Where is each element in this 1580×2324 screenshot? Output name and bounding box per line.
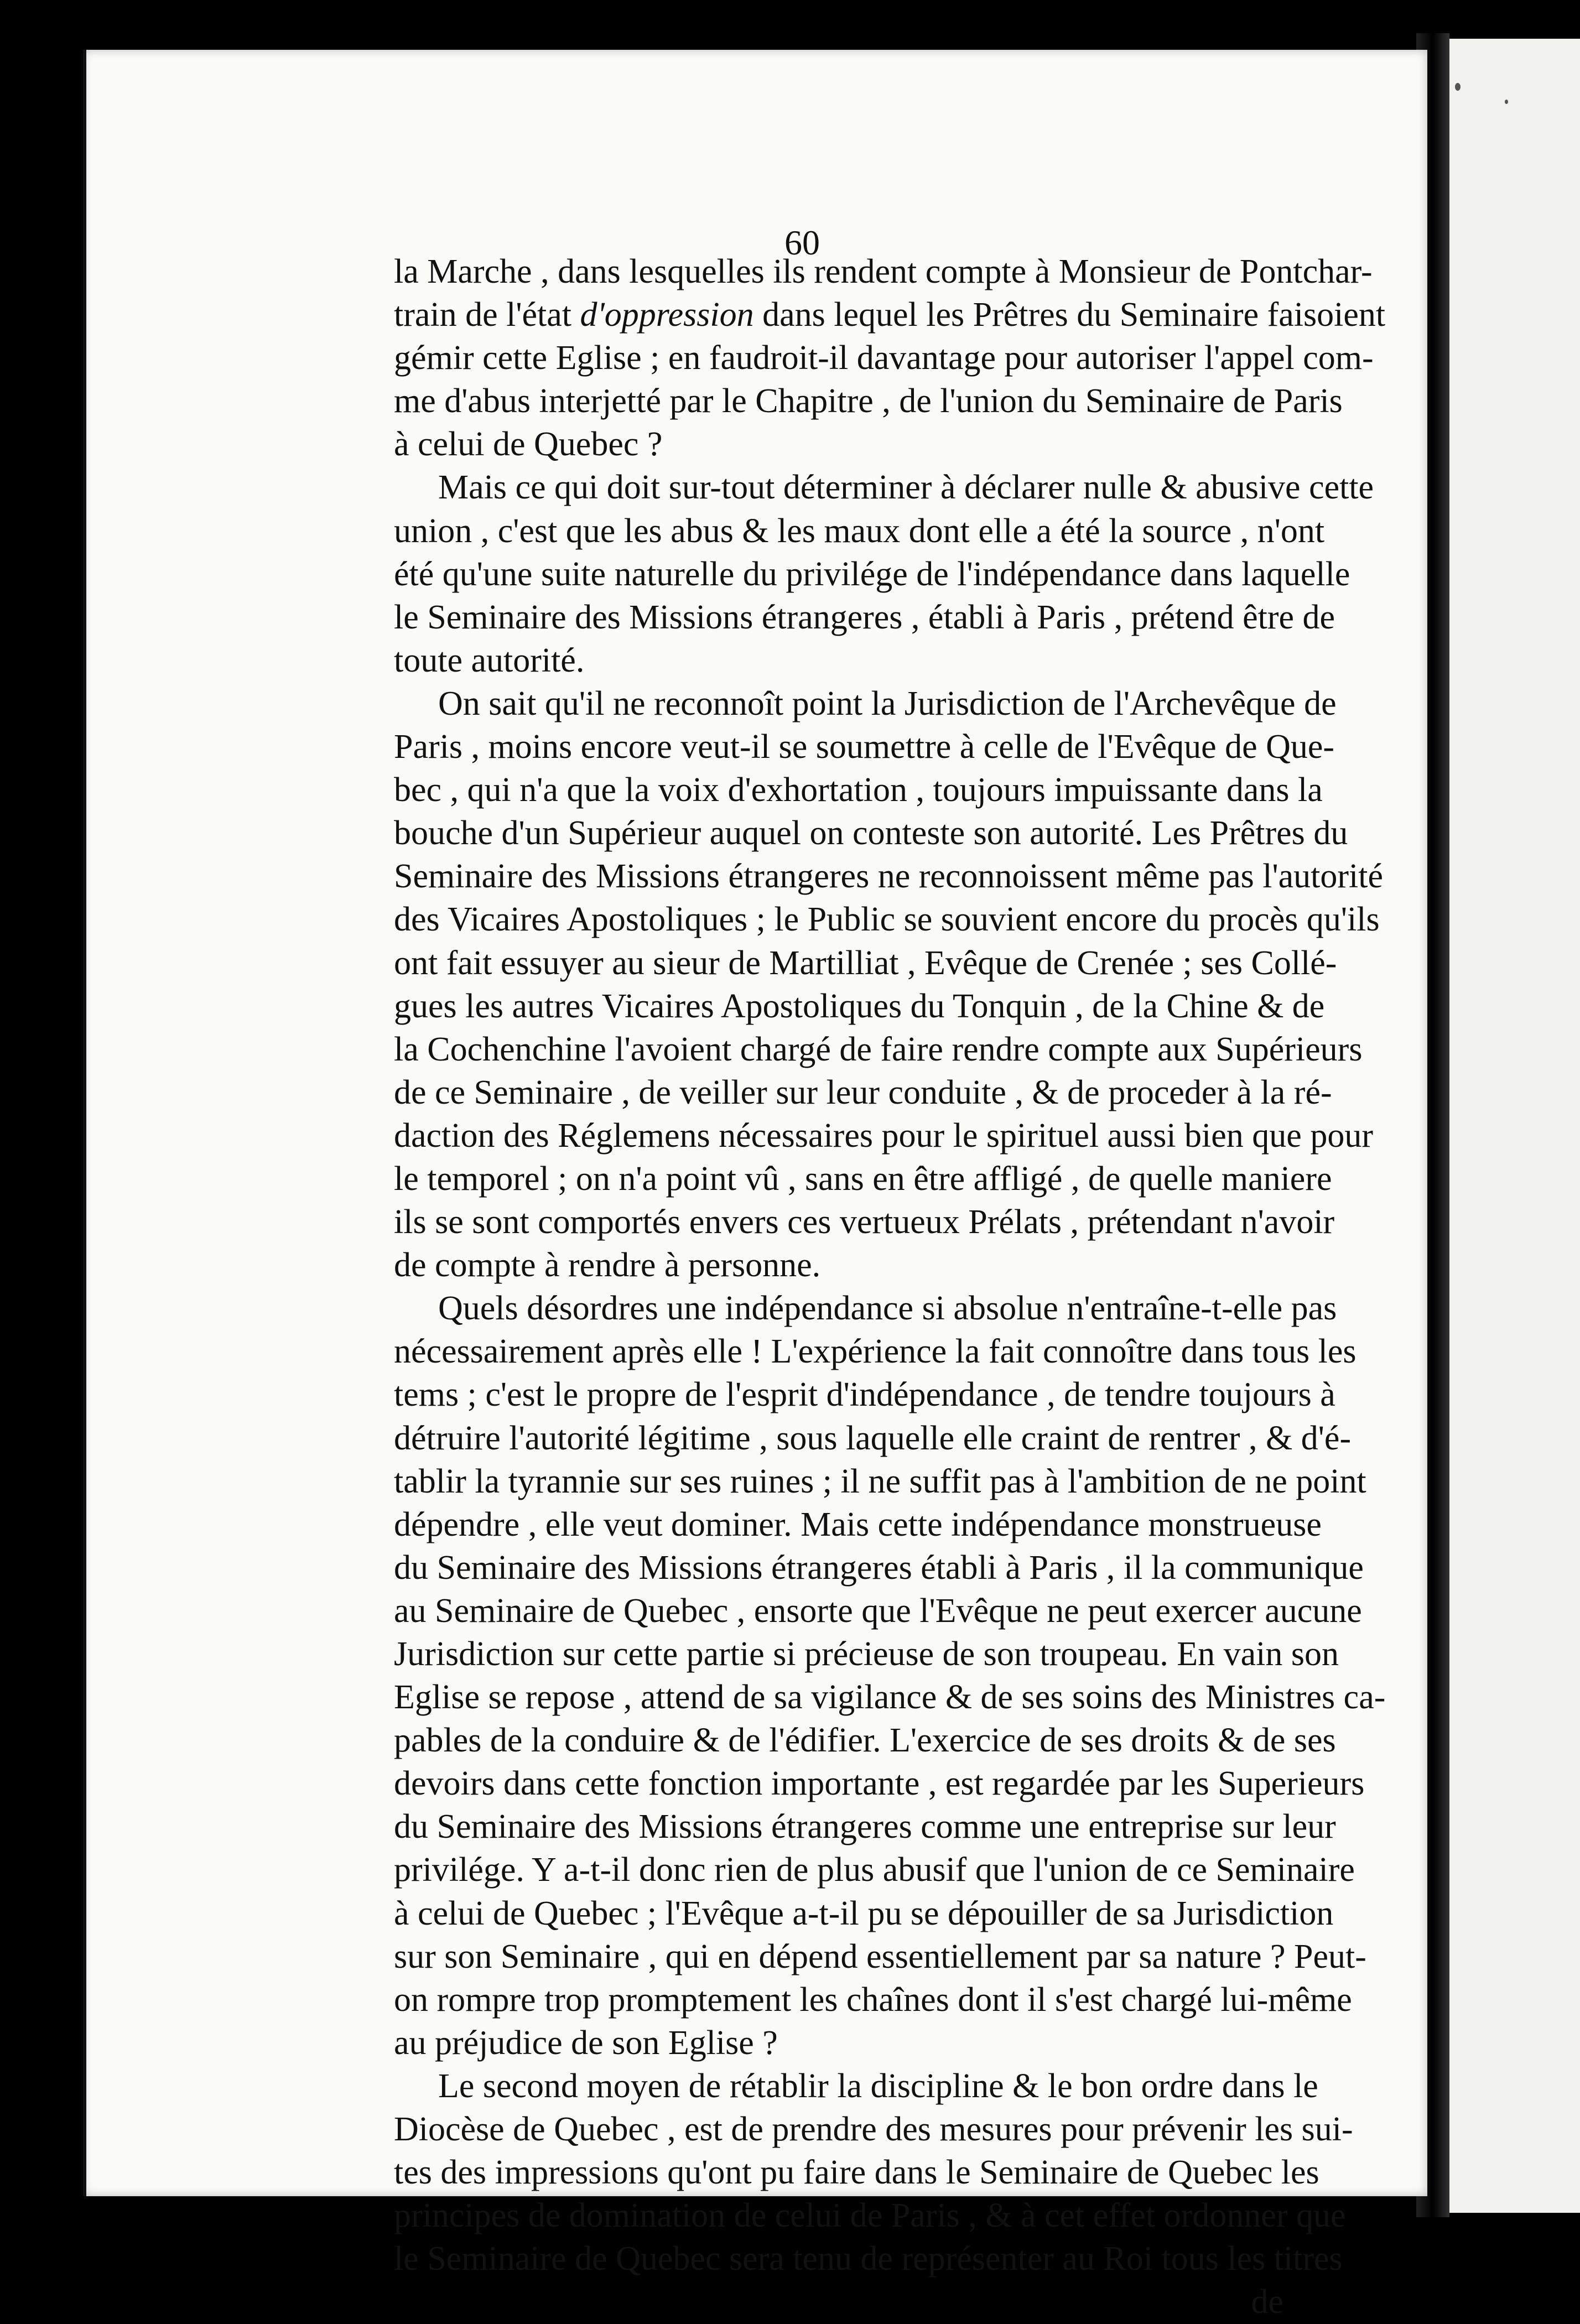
text-line: tablir la tyrannie sur ses ruines ; il ne suffit pas à l'ambition de ne point bbox=[394, 1462, 1366, 1500]
text-line: à celui de Quebec ; l'Evêque a-t-il pu se dépouiller de sa Jurisdiction bbox=[394, 1894, 1334, 1932]
text-line: détruire l'autorité légitime , sous laquelle elle craint de rentrer , & d'é- bbox=[394, 1419, 1352, 1457]
text-line: le temporel ; on n'a point vû , sans en être affligé , de quelle maniere bbox=[394, 1160, 1332, 1198]
text-line: bec , qui n'a que la voix d'exhortation , toujours impuissante dans la bbox=[394, 771, 1323, 809]
text-line: du Seminaire des Missions étrangeres comme une entreprise sur leur bbox=[394, 1808, 1336, 1846]
text-line: à celui de Quebec ? bbox=[394, 425, 663, 464]
text-line: au préjudice de son Eglise ? bbox=[394, 2024, 778, 2062]
scan-speck bbox=[1455, 83, 1461, 91]
text-line: ont fait essuyer au sieur de Martilliat , Evêque de Crenée ; ses Collé- bbox=[394, 944, 1337, 982]
text-line: bouche d'un Supérieur auquel on conteste son autorité. Les Prêtres du bbox=[394, 814, 1348, 852]
text-line: Eglise se repose , attend de sa vigilance & de ses soins des Ministres ca- bbox=[394, 1678, 1386, 1717]
text-segment: dans lequel les Prêtres du Seminaire faisoient bbox=[753, 296, 1386, 334]
page-edge bbox=[83, 50, 86, 2196]
text-line: principes de domination de celui de Paris , & à cet effet ordonner que bbox=[394, 2197, 1346, 2235]
text-line bbox=[394, 293, 1386, 336]
page-number: 60 bbox=[784, 223, 820, 262]
text-line: tes des impressions qu'ont pu faire dans le Seminaire de Quebec les bbox=[394, 2154, 1319, 2192]
text-line: me d'abus interjetté par le Chapitre , de l'union du Seminaire de Paris bbox=[394, 382, 1343, 420]
facing-page-edge bbox=[1438, 39, 1580, 2213]
scan-speck bbox=[1505, 100, 1508, 104]
text-line: gémir cette Eglise ; en faudroit-il davantage pour autoriser l'appel com- bbox=[394, 339, 1374, 377]
text-line: dépendre , elle veut dominer. Mais cette indépendance monstrueuse bbox=[394, 1505, 1322, 1543]
text-line: pables de la conduire & de l'édifier. L'exercice de ses droits & de ses bbox=[394, 1722, 1336, 1760]
text-line: privilége. Y a-t-il donc rien de plus abusif que l'union de ce Seminaire bbox=[394, 1851, 1355, 1889]
text-line: la Marche , dans lesquelles ils rendent compte à Monsieur de Pontchar- bbox=[394, 253, 1373, 290]
text-line: sur son Seminaire , qui en dépend essentiellement par sa nature ? Peut- bbox=[394, 1937, 1366, 1975]
text-line: de ce Seminaire , de veiller sur leur conduite , & de proceder à la ré- bbox=[394, 1073, 1332, 1111]
text-line: Seminaire des Missions étrangeres ne reconnoissent même pas l'autorité bbox=[394, 857, 1384, 896]
text-line: ils se sont comportés envers ces vertueux Prélats , prétendant n'avoir bbox=[394, 1203, 1335, 1241]
text-line: Jurisdiction sur cette partie si précieuse de son troupeau. En vain son bbox=[394, 1635, 1339, 1673]
text-line: de bbox=[1251, 2283, 1283, 2321]
body-text bbox=[394, 250, 1386, 2324]
text-line: nécessairement après elle ! L'expérience la fait connoître dans tous les bbox=[394, 1333, 1356, 1371]
text-line: la Cochenchine l'avoient chargé de faire rendre compte aux Supérieurs bbox=[394, 1030, 1363, 1068]
text-line: au Seminaire de Quebec , ensorte que l'Evêque ne peut exercer aucune bbox=[394, 1592, 1362, 1630]
text-line: tems ; c'est le propre de l'esprit d'indépendance , de tendre toujours à bbox=[394, 1376, 1335, 1414]
text-line: On sait qu'il ne reconnoît point la Jurisdiction de l'Archevêque de bbox=[438, 684, 1337, 722]
text-line: du Seminaire des Missions étrangeres établi à Paris , il la communique bbox=[394, 1548, 1364, 1587]
text-segment: train de l'état bbox=[394, 296, 580, 334]
text-line: été qu'une suite naturelle du privilége de l'indépendance dans laquelle bbox=[394, 555, 1350, 593]
text-line: union , c'est que les abus & les maux dont elle a été la source , n'ont bbox=[394, 512, 1325, 550]
text-line: Diocèse de Quebec , est de prendre des mesures pour prévenir les sui- bbox=[394, 2110, 1353, 2149]
text-line: des Vicaires Apostoliques ; le Public se souvient encore du procès qu'ils bbox=[394, 901, 1380, 939]
text-line: Le second moyen de rétablir la discipline & le bon ordre dans le bbox=[438, 2067, 1318, 2105]
text-line: on rompre trop promptement les chaînes dont il s'est chargé lui-même bbox=[394, 1980, 1352, 2019]
text-line: Mais ce qui doit sur-tout déterminer à déclarer nulle & abusive cette bbox=[438, 469, 1374, 507]
text-line: de compte à rendre à personne. bbox=[394, 1246, 821, 1285]
italic-text: d'oppression bbox=[580, 296, 754, 334]
text-line: Quels désordres une indépendance si absolue n'entraîne-t-elle pas bbox=[438, 1290, 1337, 1328]
text-line: Paris , moins encore veut-il se soumettre à celle de l'Evêque de Que- bbox=[394, 728, 1335, 766]
text-line: toute autorité. bbox=[394, 641, 585, 679]
text-line: le Seminaire de Quebec sera tenu de représenter au Roi tous les titres bbox=[394, 2240, 1343, 2278]
text-line: le Seminaire des Missions étrangeres , établi à Paris , prétend être de bbox=[394, 598, 1335, 636]
text-line: daction des Réglemens nécessaires pour le spirituel aussi bien que pour bbox=[394, 1116, 1373, 1155]
text-line: gues les autres Vicaires Apostoliques du Tonquin , de la Chine & de bbox=[394, 987, 1325, 1025]
text-line: devoirs dans cette fonction importante , est regardée par les Superieurs bbox=[394, 1765, 1365, 1803]
